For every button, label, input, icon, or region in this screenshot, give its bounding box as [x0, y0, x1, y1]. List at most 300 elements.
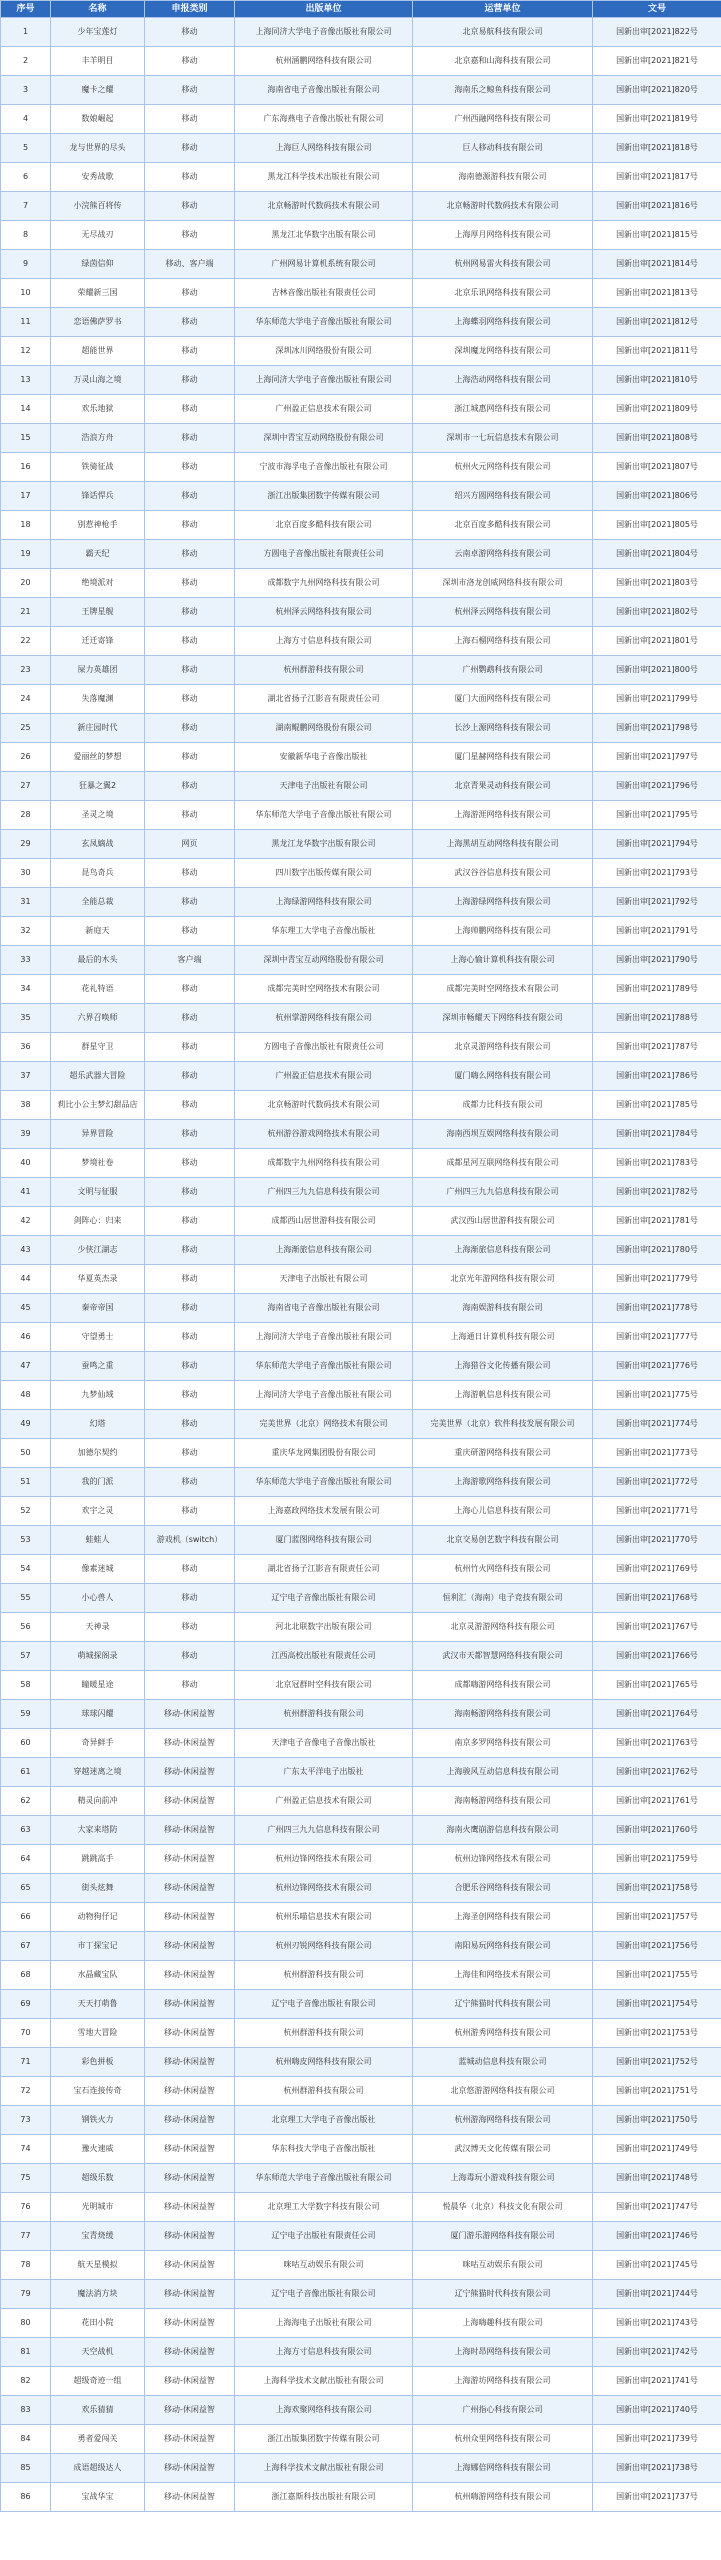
cell-category: 移动-休闲益智 — [145, 1990, 235, 2019]
cell-publisher: 杭州乐喵信息技术有限公司 — [235, 1903, 413, 1932]
cell-approval-number: 国新出审[2021]796号 — [593, 772, 721, 801]
table-row — [1, 2164, 721, 2193]
cell-index: 42 — [1, 1207, 51, 1236]
table-row — [1, 1265, 721, 1294]
table-row — [1, 1671, 721, 1700]
cell-category: 移动 — [145, 1352, 235, 1381]
cell-index: 29 — [1, 830, 51, 859]
cell-approval-number: 国新出审[2021]768号 — [593, 1584, 721, 1613]
cell-publisher: 杭州掌游网络科技有限公司 — [235, 1004, 413, 1033]
cell-approval-number: 国新出审[2021]821号 — [593, 47, 721, 76]
cell-operator: 绍兴方圆网络科技有限公司 — [413, 482, 593, 511]
cell-index: 9 — [1, 250, 51, 279]
table-row — [1, 1381, 721, 1410]
cell-index: 78 — [1, 2251, 51, 2280]
cell-operator: 蓝城动信息科技有限公司 — [413, 2048, 593, 2077]
cell-name: 蛙蛙人 — [51, 1526, 145, 1555]
cell-name: 守望勇士 — [51, 1323, 145, 1352]
cell-name: 超能世界 — [51, 337, 145, 366]
cell-operator: 重庆研游网络科技有限公司 — [413, 1439, 593, 1468]
cell-category: 移动-休闲益智 — [145, 1932, 235, 1961]
cell-approval-number: 国新出审[2021]739号 — [593, 2425, 721, 2454]
cell-approval-number: 国新出审[2021]819号 — [593, 105, 721, 134]
cell-approval-number: 国新出审[2021]818号 — [593, 134, 721, 163]
cell-category: 移动 — [145, 1294, 235, 1323]
cell-approval-number: 国新出审[2021]760号 — [593, 1816, 721, 1845]
cell-name: 文明与征服 — [51, 1178, 145, 1207]
cell-index: 77 — [1, 2222, 51, 2251]
cell-name: 小心兽人 — [51, 1584, 145, 1613]
table-row — [1, 772, 721, 801]
cell-name: 浩浪方舟 — [51, 424, 145, 453]
cell-name: 小浣熊百将传 — [51, 192, 145, 221]
cell-category: 移动-休闲益智 — [145, 2222, 235, 2251]
cell-operator: 北京易航科技有限公司 — [413, 18, 593, 47]
cell-operator: 北京交易创艺数字科技有限公司 — [413, 1526, 593, 1555]
cell-approval-number: 国新出审[2021]785号 — [593, 1091, 721, 1120]
cell-publisher: 杭州边锋网络技术有限公司 — [235, 1845, 413, 1874]
cell-category: 移动 — [145, 569, 235, 598]
table-row — [1, 1845, 721, 1874]
cell-name: 彩色拼板 — [51, 2048, 145, 2077]
cell-index: 79 — [1, 2280, 51, 2309]
cell-name: 蚕鸣之重 — [51, 1352, 145, 1381]
cell-index: 55 — [1, 1584, 51, 1613]
cell-approval-number: 国新出审[2021]808号 — [593, 424, 721, 453]
cell-category: 移动 — [145, 1178, 235, 1207]
cell-index: 85 — [1, 2454, 51, 2483]
cell-name: 像素迷城 — [51, 1555, 145, 1584]
cell-publisher: 深圳冰川网络股份有限公司 — [235, 337, 413, 366]
cell-category: 移动 — [145, 1120, 235, 1149]
cell-name: 花田小院 — [51, 2309, 145, 2338]
cell-operator: 杭州网易雷火科技有限公司 — [413, 250, 593, 279]
cell-publisher: 广州盈正信息技术有限公司 — [235, 395, 413, 424]
cell-approval-number: 国新出审[2021]782号 — [593, 1178, 721, 1207]
cell-category: 移动 — [145, 1149, 235, 1178]
cell-operator: 杭州火元网络科技有限公司 — [413, 453, 593, 482]
cell-publisher: 上海方寸信息科技有限公司 — [235, 2338, 413, 2367]
cell-operator: 上海时昂网络科技有限公司 — [413, 2338, 593, 2367]
cell-operator: 上海黑胡互动网络科技有限公司 — [413, 830, 593, 859]
cell-index: 68 — [1, 1961, 51, 1990]
table-row — [1, 2019, 721, 2048]
table-row — [1, 1555, 721, 1584]
table-row — [1, 1149, 721, 1178]
cell-publisher: 上海方寸信息科技有限公司 — [235, 627, 413, 656]
cell-category: 移动 — [145, 1207, 235, 1236]
table-row — [1, 1816, 721, 1845]
table-row — [1, 337, 721, 366]
cell-operator: 合肥乐谷网络科技有限公司 — [413, 1874, 593, 1903]
cell-approval-number: 国新出审[2021]784号 — [593, 1120, 721, 1149]
cell-name: 成语超级达人 — [51, 2454, 145, 2483]
cell-category: 移动 — [145, 1033, 235, 1062]
cell-index: 41 — [1, 1178, 51, 1207]
cell-category: 移动 — [145, 453, 235, 482]
cell-publisher: 成都西山居世游科技有限公司 — [235, 1207, 413, 1236]
cell-category: 移动 — [145, 1468, 235, 1497]
table-row — [1, 2251, 721, 2280]
cell-operator: 北京畅游时代数码技术有限公司 — [413, 192, 593, 221]
cell-name: 花礼特语 — [51, 975, 145, 1004]
cell-index: 63 — [1, 1816, 51, 1845]
table-row — [1, 2106, 721, 2135]
cell-approval-number: 国新出审[2021]804号 — [593, 540, 721, 569]
cell-category: 移动-休闲益智 — [145, 2338, 235, 2367]
cell-publisher: 杭州群游科技有限公司 — [235, 2019, 413, 2048]
cell-publisher: 辽宁电子音像出版社有限公司 — [235, 1584, 413, 1613]
header-category: 申报类别 — [145, 1, 235, 18]
cell-approval-number: 国新出审[2021]744号 — [593, 2280, 721, 2309]
cell-approval-number: 国新出审[2021]746号 — [593, 2222, 721, 2251]
cell-name: 我的门派 — [51, 1468, 145, 1497]
cell-approval-number: 国新出审[2021]738号 — [593, 2454, 721, 2483]
cell-category: 移动 — [145, 772, 235, 801]
cell-operator: 北京灵游游网络科技有限公司 — [413, 1613, 593, 1642]
table-row — [1, 2425, 721, 2454]
cell-approval-number: 国新出审[2021]748号 — [593, 2164, 721, 2193]
cell-approval-number: 国新出审[2021]798号 — [593, 714, 721, 743]
cell-name: 雪地大冒险 — [51, 2019, 145, 2048]
cell-name: 豫火速威 — [51, 2135, 145, 2164]
cell-operator: 广州西融网络科技有限公司 — [413, 105, 593, 134]
table-row — [1, 163, 721, 192]
cell-approval-number: 国新出审[2021]772号 — [593, 1468, 721, 1497]
cell-category: 移动-休闲益智 — [145, 2251, 235, 2280]
cell-publisher: 湖北省扬子江影音有限责任公司 — [235, 1555, 413, 1584]
cell-operator: 杭州竹火网络科技有限公司 — [413, 1555, 593, 1584]
cell-approval-number: 国新出审[2021]795号 — [593, 801, 721, 830]
cell-operator: 成都星河互联网络科技有限公司 — [413, 1149, 593, 1178]
cell-publisher: 天津电子出版社有限公司 — [235, 1265, 413, 1294]
cell-operator: 杭州泽云网络科技有限公司 — [413, 598, 593, 627]
cell-category: 移动-休闲益智 — [145, 2106, 235, 2135]
cell-name: 昆鸟奇兵 — [51, 859, 145, 888]
cell-category: 移动-休闲益智 — [145, 2454, 235, 2483]
cell-index: 26 — [1, 743, 51, 772]
cell-name: 圣灵之境 — [51, 801, 145, 830]
cell-name: 大家来塔防 — [51, 1816, 145, 1845]
cell-publisher: 上海科学技术文献出版社有限公司 — [235, 2367, 413, 2396]
cell-name: 精灵向前冲 — [51, 1787, 145, 1816]
cell-index: 31 — [1, 888, 51, 917]
table-row — [1, 1033, 721, 1062]
cell-approval-number: 国新出审[2021]816号 — [593, 192, 721, 221]
cell-publisher: 上海绿游网络科技有限公司 — [235, 888, 413, 917]
cell-index: 33 — [1, 946, 51, 975]
cell-index: 44 — [1, 1265, 51, 1294]
cell-index: 1 — [1, 18, 51, 47]
table-row — [1, 1642, 721, 1671]
table-row — [1, 221, 721, 250]
cell-index: 28 — [1, 801, 51, 830]
table-row — [1, 656, 721, 685]
cell-index: 40 — [1, 1149, 51, 1178]
cell-approval-number: 国新出审[2021]806号 — [593, 482, 721, 511]
cell-operator: 深圳市一七玩信息技术有限公司 — [413, 424, 593, 453]
cell-category: 移动-休闲益智 — [145, 2425, 235, 2454]
cell-name: 萌城探阁录 — [51, 1642, 145, 1671]
cell-name: 绝境派对 — [51, 569, 145, 598]
cell-operator: 上海佳和网络技术有限公司 — [413, 1961, 593, 1990]
cell-category: 移动 — [145, 1584, 235, 1613]
cell-approval-number: 国新出审[2021]811号 — [593, 337, 721, 366]
cell-operator: 上海毒玩小游戏科技有限公司 — [413, 2164, 593, 2193]
table-row — [1, 424, 721, 453]
cell-operator: 武汉西山居世游科技有限公司 — [413, 1207, 593, 1236]
table-row — [1, 2483, 721, 2512]
cell-index: 48 — [1, 1381, 51, 1410]
cell-publisher: 广州盈正信息技术有限公司 — [235, 1062, 413, 1091]
cell-category: 移动-休闲益智 — [145, 1816, 235, 1845]
header-approval-number: 文号 — [593, 1, 721, 18]
cell-approval-number: 国新出审[2021]793号 — [593, 859, 721, 888]
table-row — [1, 395, 721, 424]
cell-operator: 上海心儿信息科技有限公司 — [413, 1497, 593, 1526]
cell-name: 少年宝莲灯 — [51, 18, 145, 47]
cell-approval-number: 国新出审[2021]761号 — [593, 1787, 721, 1816]
cell-index: 2 — [1, 47, 51, 76]
cell-approval-number: 国新出审[2021]800号 — [593, 656, 721, 685]
cell-index: 17 — [1, 482, 51, 511]
header-index: 序号 — [1, 1, 51, 18]
table-row — [1, 830, 721, 859]
cell-index: 60 — [1, 1729, 51, 1758]
cell-operator: 上海通日计算机科技有限公司 — [413, 1323, 593, 1352]
cell-operator: 杭州游海网络科技有限公司 — [413, 2106, 593, 2135]
cell-index: 70 — [1, 2019, 51, 2048]
cell-publisher: 吉林音像出版社有限责任公司 — [235, 279, 413, 308]
cell-operator: 北京乐讯网络科技有限公司 — [413, 279, 593, 308]
cell-approval-number: 国新出审[2021]781号 — [593, 1207, 721, 1236]
cell-index: 11 — [1, 308, 51, 337]
cell-index: 12 — [1, 337, 51, 366]
cell-publisher: 浙江出版集团数字传媒有限公司 — [235, 482, 413, 511]
table-row — [1, 1468, 721, 1497]
table-row — [1, 2280, 721, 2309]
table-row — [1, 1323, 721, 1352]
cell-name: 新庄园时代 — [51, 714, 145, 743]
table-row — [1, 1352, 721, 1381]
cell-publisher: 杭州群游科技有限公司 — [235, 656, 413, 685]
cell-publisher: 厦门蓝图网络科技有限公司 — [235, 1526, 413, 1555]
cell-index: 10 — [1, 279, 51, 308]
cell-name: 穿越迷离之境 — [51, 1758, 145, 1787]
cell-name: 奇异鲜手 — [51, 1729, 145, 1758]
cell-publisher: 杭州涵鹏网络科技有限公司 — [235, 47, 413, 76]
cell-approval-number: 国新出审[2021]741号 — [593, 2367, 721, 2396]
cell-operator: 辽宁熊猫时代科技有限公司 — [413, 1990, 593, 2019]
cell-name: 宝战华宝 — [51, 2483, 145, 2512]
cell-publisher: 上海同济大学电子音像出版社有限公司 — [235, 366, 413, 395]
header-publisher: 出版单位 — [235, 1, 413, 18]
cell-category: 移动 — [145, 1671, 235, 1700]
cell-category: 移动-休闲益智 — [145, 2164, 235, 2193]
cell-category: 移动-休闲益智 — [145, 2135, 235, 2164]
cell-approval-number: 国新出审[2021]791号 — [593, 917, 721, 946]
cell-operator: 北京嘉和山海科技有限公司 — [413, 47, 593, 76]
table-row — [1, 569, 721, 598]
cell-category: 移动-休闲益智 — [145, 2396, 235, 2425]
cell-category: 移动 — [145, 1497, 235, 1526]
cell-approval-number: 国新出审[2021]783号 — [593, 1149, 721, 1178]
cell-category: 移动 — [145, 1236, 235, 1265]
cell-publisher: 成都完美时空网络技术有限公司 — [235, 975, 413, 1004]
cell-category: 移动 — [145, 395, 235, 424]
table-row — [1, 540, 721, 569]
cell-name: 少侠江湖志 — [51, 1236, 145, 1265]
cell-name: 无尽战刃 — [51, 221, 145, 250]
cell-category: 移动 — [145, 511, 235, 540]
cell-operator: 北京青果灵动科技有限公司 — [413, 772, 593, 801]
cell-publisher: 咪咕互动娱乐有限公司 — [235, 2251, 413, 2280]
cell-name: 欢乐地狱 — [51, 395, 145, 424]
cell-operator: 武汉市天都智慧网络科技有限公司 — [413, 1642, 593, 1671]
cell-name: 加德尔契约 — [51, 1439, 145, 1468]
cell-index: 62 — [1, 1787, 51, 1816]
cell-operator: 杭州边锋网络技术有限公司 — [413, 1845, 593, 1874]
cell-operator: 海南畅游网络科技有限公司 — [413, 1787, 593, 1816]
cell-index: 80 — [1, 2309, 51, 2338]
table-row — [1, 366, 721, 395]
cell-publisher: 上海嘉政网络技术发展有限公司 — [235, 1497, 413, 1526]
cell-approval-number: 国新出审[2021]740号 — [593, 2396, 721, 2425]
cell-operator: 上海嗨趣科技有限公司 — [413, 2309, 593, 2338]
cell-category: 移动 — [145, 1410, 235, 1439]
cell-index: 46 — [1, 1323, 51, 1352]
cell-approval-number: 国新出审[2021]807号 — [593, 453, 721, 482]
cell-name: 荣耀新三国 — [51, 279, 145, 308]
cell-category: 移动、客户端 — [145, 250, 235, 279]
cell-operator: 北京悠游游网络科技有限公司 — [413, 2077, 593, 2106]
cell-category: 移动 — [145, 366, 235, 395]
cell-approval-number: 国新出审[2021]812号 — [593, 308, 721, 337]
cell-index: 73 — [1, 2106, 51, 2135]
cell-category: 移动 — [145, 1439, 235, 1468]
cell-category: 网页 — [145, 830, 235, 859]
cell-name: 迁迁寄锋 — [51, 627, 145, 656]
cell-name: 别惹神枪手 — [51, 511, 145, 540]
cell-operator: 上海游帆信息科技有限公司 — [413, 1381, 593, 1410]
cell-category: 移动-休闲益智 — [145, 2193, 235, 2222]
table-row — [1, 18, 721, 47]
cell-name: 宝石连接传奇 — [51, 2077, 145, 2106]
table-row — [1, 946, 721, 975]
cell-approval-number: 国新出审[2021]814号 — [593, 250, 721, 279]
cell-publisher: 宁波市海孚电子音像出版社有限公司 — [235, 453, 413, 482]
cell-category: 移动 — [145, 1091, 235, 1120]
cell-name: 全能总裁 — [51, 888, 145, 917]
cell-operator: 武汉谷谷信息科技有限公司 — [413, 859, 593, 888]
cell-publisher: 浙江出版集团数字传媒有限公司 — [235, 2425, 413, 2454]
table-row — [1, 308, 721, 337]
cell-name: 宝青烧缓 — [51, 2222, 145, 2251]
cell-category: 移动 — [145, 163, 235, 192]
table-row — [1, 1439, 721, 1468]
cell-category: 移动 — [145, 134, 235, 163]
cell-name: 最后的木头 — [51, 946, 145, 975]
cell-approval-number: 国新出审[2021]780号 — [593, 1236, 721, 1265]
table-row — [1, 250, 721, 279]
cell-approval-number: 国新出审[2021]777号 — [593, 1323, 721, 1352]
cell-publisher: 华东师范大学电子音像出版社有限公司 — [235, 2164, 413, 2193]
table-row — [1, 134, 721, 163]
table-row — [1, 1729, 721, 1758]
cell-category: 移动 — [145, 743, 235, 772]
table-row — [1, 192, 721, 221]
cell-index: 71 — [1, 2048, 51, 2077]
cell-operator: 上海游绿网络科技有限公司 — [413, 888, 593, 917]
cell-name: 安秀战歌 — [51, 163, 145, 192]
cell-approval-number: 国新出审[2021]762号 — [593, 1758, 721, 1787]
cell-category: 移动 — [145, 308, 235, 337]
cell-name: 龙与世界的尽头 — [51, 134, 145, 163]
table-row — [1, 105, 721, 134]
table-row — [1, 453, 721, 482]
cell-name: 跳跳高手 — [51, 1845, 145, 1874]
cell-publisher: 辽宁电子音像出版社有限公司 — [235, 2280, 413, 2309]
cell-category: 移动-休闲益智 — [145, 2019, 235, 2048]
cell-publisher: 上海同济大学电子音像出版社有限公司 — [235, 1323, 413, 1352]
cell-approval-number: 国新出审[2021]749号 — [593, 2135, 721, 2164]
cell-approval-number: 国新出审[2021]756号 — [593, 1932, 721, 1961]
cell-index: 32 — [1, 917, 51, 946]
cell-index: 3 — [1, 76, 51, 105]
cell-category: 移动 — [145, 337, 235, 366]
cell-index: 30 — [1, 859, 51, 888]
cell-category: 移动 — [145, 1642, 235, 1671]
cell-index: 58 — [1, 1671, 51, 1700]
cell-operator: 上海浩动网络科技有限公司 — [413, 366, 593, 395]
table-row — [1, 2454, 721, 2483]
cell-category: 移动 — [145, 888, 235, 917]
table-row — [1, 1758, 721, 1787]
table-row — [1, 1178, 721, 1207]
cell-category: 移动 — [145, 627, 235, 656]
cell-operator: 深圳魔龙网络科技有限公司 — [413, 337, 593, 366]
cell-operator: 云南卓游网络科技有限公司 — [413, 540, 593, 569]
cell-name: 球球闪耀 — [51, 1700, 145, 1729]
cell-operator: 咪咕互动娱乐有限公司 — [413, 2251, 593, 2280]
cell-approval-number: 国新出审[2021]809号 — [593, 395, 721, 424]
cell-publisher: 上海巨人网络科技有限公司 — [235, 134, 413, 163]
cell-name: 幻塔 — [51, 1410, 145, 1439]
cell-publisher: 北京冠群时空科技有限公司 — [235, 1671, 413, 1700]
cell-publisher: 方圆电子音像出版社有限责任公司 — [235, 540, 413, 569]
table-row — [1, 2193, 721, 2222]
cell-category: 移动 — [145, 47, 235, 76]
cell-category: 移动 — [145, 482, 235, 511]
cell-category: 移动 — [145, 1062, 235, 1091]
table-row — [1, 627, 721, 656]
cell-approval-number: 国新出审[2021]763号 — [593, 1729, 721, 1758]
cell-approval-number: 国新出审[2021]771号 — [593, 1497, 721, 1526]
table-row — [1, 1526, 721, 1555]
cell-publisher: 北京畅游时代数码技术有限公司 — [235, 192, 413, 221]
cell-operator: 浙江城惠网络科技有限公司 — [413, 395, 593, 424]
table-row — [1, 1062, 721, 1091]
cell-operator: 上海渐旅信息科技有限公司 — [413, 1236, 593, 1265]
cell-approval-number: 国新出审[2021]820号 — [593, 76, 721, 105]
cell-category: 移动 — [145, 656, 235, 685]
cell-name: 失落魔渊 — [51, 685, 145, 714]
cell-operator: 厦门游乐游网络科技有限公司 — [413, 2222, 593, 2251]
cell-operator: 海南娱游科技有限公司 — [413, 1294, 593, 1323]
cell-name: 街头炫舞 — [51, 1874, 145, 1903]
cell-name: 梦境社卷 — [51, 1149, 145, 1178]
cell-publisher: 广州网易计算机系统有限公司 — [235, 250, 413, 279]
